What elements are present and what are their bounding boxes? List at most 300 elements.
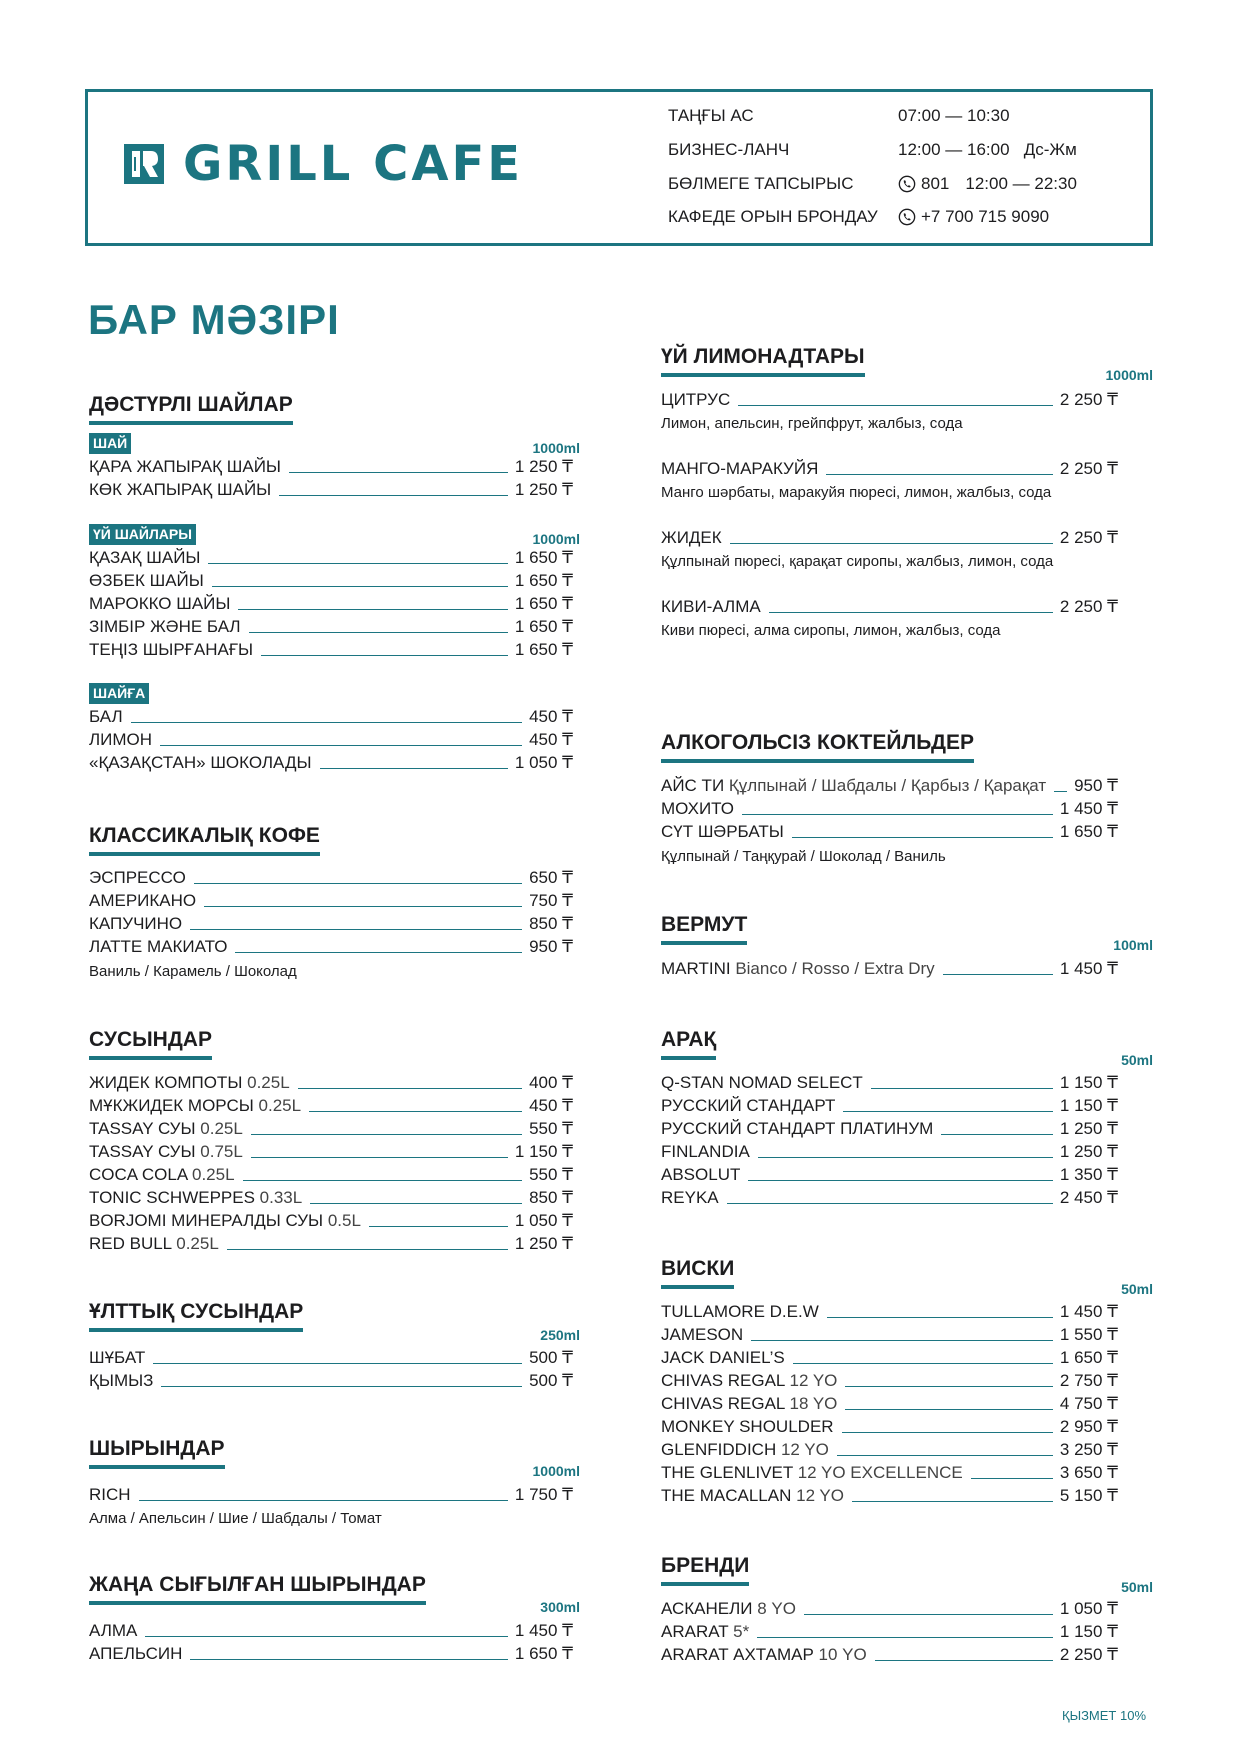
- item-name-text: FINLANDIA: [661, 1142, 750, 1161]
- menu-item: [661, 1486, 1118, 1506]
- leader-line: [792, 837, 1053, 838]
- volume-label: 1000ml: [532, 440, 580, 456]
- item-detail: 0.75L: [200, 1142, 243, 1161]
- section-title: АЛКОГОЛЬСІЗ КОКТЕЙЛЬДЕР: [661, 730, 974, 763]
- leader-line: [845, 1409, 1053, 1410]
- item-detail: 0.25L: [258, 1096, 302, 1115]
- volume-label: 50ml: [1121, 1052, 1153, 1068]
- item-name: [661, 1645, 867, 1665]
- section-title: АРАҚ: [661, 1027, 716, 1060]
- item-name-text: RED BULL: [89, 1234, 172, 1253]
- item-name: [661, 776, 1046, 796]
- item-detail: 0.33L: [259, 1188, 303, 1207]
- item-name: [89, 1096, 301, 1116]
- leader-line: [190, 1659, 507, 1660]
- item-name: [89, 1073, 290, 1093]
- leader-line: [837, 1455, 1053, 1456]
- item-name-text: THE MACALLAN: [661, 1486, 792, 1505]
- leader-line: [971, 1478, 1053, 1479]
- menu-item: [89, 1119, 573, 1139]
- volume-label: 1000ml: [1105, 367, 1153, 383]
- menu-item: [661, 1440, 1118, 1460]
- item-name-text: ABSOLUT: [661, 1165, 741, 1184]
- item-name: [89, 1234, 219, 1254]
- item-detail: 0.25L: [176, 1234, 219, 1253]
- leader-line: [1054, 791, 1067, 792]
- item-price: 450 ₸: [529, 730, 573, 749]
- menu-item: [661, 597, 1118, 617]
- item-name-text: РУССКИЙ СТАНДАРТ ПЛАТИНУМ: [661, 1119, 934, 1138]
- item-price: 950 ₸: [529, 937, 573, 956]
- leader-line: [212, 586, 508, 587]
- leader-line: [190, 929, 522, 930]
- item-name-text: MONKEY SHOULDER: [661, 1417, 834, 1436]
- item-name: [661, 822, 784, 842]
- menu-item: [89, 594, 573, 614]
- leader-line: [145, 1636, 508, 1637]
- leader-line: [309, 1111, 522, 1112]
- item-detail: 12 YO EXCELLENCE: [797, 1463, 963, 1482]
- hours-value: [898, 174, 1077, 194]
- subsection-badge: ШАЙҒА: [89, 683, 149, 704]
- item-price: 2 750 ₸: [1059, 1371, 1118, 1390]
- item-description: Құлпынай пюресі, қарақат сиропы, жалбыз, лимон, сода: [661, 553, 1054, 570]
- item-name-text: ЦИТРУС: [661, 390, 731, 409]
- item-price: 1 550 ₸: [1059, 1325, 1118, 1344]
- leader-line: [160, 745, 522, 746]
- item-price: 850 ₸: [529, 914, 573, 933]
- item-price: 1 250 ₸: [514, 457, 573, 476]
- menu-item: [89, 1096, 573, 1116]
- item-price: 2 250 ₸: [1059, 390, 1118, 409]
- item-detail: 10 YO: [818, 1645, 867, 1664]
- hours-time: 12:00 — 22:30: [965, 174, 1077, 193]
- item-name: [89, 617, 241, 637]
- item-price: 450 ₸: [529, 707, 573, 726]
- item-price: 500 ₸: [529, 1348, 573, 1367]
- item-name-text: GLENFIDDICH: [661, 1440, 777, 1459]
- menu-item: [661, 528, 1118, 548]
- leader-line: [238, 609, 507, 610]
- leader-line: [875, 1660, 1053, 1661]
- item-name-text: TONIC SCHWEPPES: [89, 1188, 255, 1207]
- leader-line: [369, 1226, 508, 1227]
- hours-value: 07:00 — 10:30: [898, 106, 1010, 125]
- leader-line: [758, 1157, 1053, 1158]
- item-name-text: COCA COLA: [89, 1165, 188, 1184]
- section-title: БРЕНДИ: [661, 1553, 749, 1586]
- menu-item: [661, 1348, 1118, 1368]
- item-price: 550 ₸: [529, 1119, 573, 1138]
- phone-number: 801: [921, 174, 950, 193]
- leader-line: [131, 722, 522, 723]
- menu-item: [89, 457, 573, 477]
- item-name-text: JAMESON: [661, 1325, 744, 1344]
- item-detail: 0.25L: [247, 1073, 290, 1092]
- item-price: 1 050 ₸: [1059, 1599, 1118, 1618]
- menu-item: [661, 1096, 1118, 1116]
- item-name: [661, 1394, 837, 1414]
- leader-line: [842, 1432, 1053, 1433]
- item-name: [89, 1165, 235, 1185]
- item-price: 2 250 ₸: [1059, 597, 1118, 616]
- item-name: [89, 891, 196, 911]
- item-name: [89, 457, 281, 477]
- page-title: БАР МӘЗІРІ: [88, 296, 340, 343]
- volume-label: 1000ml: [532, 531, 580, 547]
- item-price: 1 650 ₸: [1059, 1348, 1118, 1367]
- item-price: 850 ₸: [529, 1188, 573, 1207]
- item-price: 2 250 ₸: [1059, 528, 1118, 547]
- item-name-text: АЙС ТИ: [661, 776, 725, 795]
- menu-item: [661, 1622, 1118, 1642]
- hours-row: [668, 106, 1128, 130]
- item-name: [661, 1440, 829, 1460]
- item-name: [89, 1348, 145, 1368]
- item-price: 950 ₸: [1074, 776, 1118, 795]
- item-price: 500 ₸: [529, 1371, 573, 1390]
- item-name: [89, 1485, 131, 1505]
- note: Ваниль / Карамель / Шоколад: [89, 963, 297, 980]
- item-name: [89, 868, 186, 888]
- menu-item: [89, 571, 573, 591]
- section-title: СУСЫНДАР: [89, 1027, 212, 1060]
- item-name-text: ЖИДЕК КОМПОТЫ: [89, 1073, 243, 1092]
- section-title: ВЕРМУТ: [661, 912, 747, 945]
- item-name-text: СҮТ ШӘРБАТЫ: [661, 822, 784, 841]
- leader-line: [827, 1317, 1053, 1318]
- menu-item: [89, 1188, 573, 1208]
- menu-item: [89, 617, 573, 637]
- leader-line: [727, 1203, 1053, 1204]
- service-charge: ҚЫЗМЕТ 10%: [1062, 1708, 1147, 1723]
- phone-icon: [898, 208, 916, 226]
- item-name-text: RICH: [89, 1485, 131, 1504]
- leader-line: [941, 1134, 1053, 1135]
- item-name: [661, 1119, 933, 1139]
- leader-line: [742, 814, 1053, 815]
- section-title: КЛАССИКАЛЫҚ КОФЕ: [89, 823, 320, 856]
- item-price: 3 650 ₸: [1059, 1463, 1118, 1482]
- item-description: Лимон, апельсин, грейпфрут, жалбыз, сода: [661, 415, 963, 432]
- item-name: [661, 1371, 837, 1391]
- note: Құлпынай / Таңқурай / Шоколад / Ваниль: [661, 848, 946, 865]
- item-name: [89, 548, 200, 568]
- item-detail: 5*: [733, 1622, 750, 1641]
- item-name: [661, 1486, 844, 1506]
- item-price: 1 150 ₸: [1059, 1096, 1118, 1115]
- leader-line: [320, 768, 508, 769]
- leader-line: [243, 1180, 523, 1181]
- hours-value: [898, 207, 1049, 227]
- item-name: [661, 1302, 819, 1322]
- item-price: 1 050 ₸: [514, 753, 573, 772]
- item-name: [89, 480, 271, 500]
- hours-label: БИЗНЕС-ЛАНЧ: [668, 140, 790, 159]
- hours-value: 12:00 — 16:00 Дс-Жм: [898, 140, 1077, 159]
- item-name: [89, 1371, 153, 1391]
- item-detail: 18 YO: [789, 1394, 838, 1413]
- item-detail: 12 YO: [796, 1486, 844, 1505]
- item-price: 400 ₸: [529, 1073, 573, 1092]
- item-name-text: ARARAT: [661, 1622, 729, 1641]
- hours-label: БӨЛМЕГЕ ТАПСЫРЫС: [668, 174, 854, 193]
- item-name-text: ТЕҢІЗ ШЫРҒАНАҒЫ: [89, 640, 254, 659]
- menu-item: [661, 776, 1118, 796]
- item-name-text: МҰКЖИДЕК МОРСЫ: [89, 1096, 254, 1115]
- item-name-text: МОХИТО: [661, 799, 735, 818]
- leader-line: [289, 472, 508, 473]
- item-price: 1 650 ₸: [1059, 822, 1118, 841]
- item-name-text: CHIVAS REGAL: [661, 1394, 785, 1413]
- leader-line: [208, 563, 507, 564]
- leader-line: [804, 1614, 1053, 1615]
- item-name-text: ҚАЗАҚ ШАЙЫ: [89, 548, 201, 567]
- item-price: 1 450 ₸: [514, 1621, 573, 1640]
- volume-label: 100ml: [1113, 937, 1153, 953]
- item-name: [661, 1142, 750, 1162]
- menu-item: [89, 1621, 573, 1641]
- item-name: [89, 1621, 137, 1641]
- leader-line: [751, 1340, 1053, 1341]
- item-name: [661, 1463, 963, 1483]
- item-price: 3 250 ₸: [1059, 1440, 1118, 1459]
- section-title: ШЫРЫНДАР: [89, 1436, 225, 1469]
- item-name: [89, 937, 227, 957]
- menu-item: [661, 1599, 1118, 1619]
- menu-item: [89, 640, 573, 660]
- item-name: [89, 707, 123, 727]
- hours-row: [668, 207, 1128, 231]
- menu-item: [661, 959, 1118, 979]
- item-detail: Bianco / Rosso / Extra Dry: [735, 959, 935, 978]
- item-name-text: ШҰБАТ: [89, 1348, 146, 1367]
- volume-label: 1000ml: [532, 1463, 580, 1479]
- item-name-text: КИВИ-АЛМА: [661, 597, 761, 616]
- item-name-text: BORJOMI МИНЕРАЛДЫ СУЫ: [89, 1211, 324, 1230]
- leader-line: [227, 1249, 508, 1250]
- item-name-text: THE GLENLIVET: [661, 1463, 793, 1482]
- item-name: [661, 1073, 863, 1093]
- item-name: [661, 799, 734, 819]
- item-name: [661, 1188, 719, 1208]
- menu-item: [661, 822, 1118, 842]
- menu-item: [89, 1142, 573, 1162]
- subsection-badge: ҮЙ ШАЙЛАРЫ: [89, 524, 196, 545]
- menu-item: [661, 390, 1118, 410]
- item-name: [661, 1348, 785, 1368]
- menu-item: [89, 868, 573, 888]
- item-name: [89, 571, 204, 591]
- menu-item: [661, 799, 1118, 819]
- item-name: [661, 1417, 834, 1437]
- item-name: [89, 1188, 302, 1208]
- menu-item: [89, 1234, 573, 1254]
- menu-item: [89, 707, 573, 727]
- leader-line: [279, 495, 508, 496]
- item-name-text: АПЕЛЬСИН: [89, 1644, 183, 1663]
- note: Алма / Апельсин / Шие / Шабдалы / Томат: [89, 1510, 382, 1527]
- logo-mark-icon: [123, 143, 165, 185]
- item-price: 1 450 ₸: [1059, 799, 1118, 818]
- item-name: [661, 528, 722, 548]
- menu-item: [661, 1073, 1118, 1093]
- item-name-text: МАРОККО ШАЙЫ: [89, 594, 231, 613]
- item-name: [89, 914, 182, 934]
- item-price: 2 250 ₸: [1059, 459, 1118, 478]
- leader-line: [139, 1500, 508, 1501]
- item-price: 1 150 ₸: [1059, 1622, 1118, 1641]
- item-detail: 12 YO: [789, 1371, 838, 1390]
- item-price: 1 650 ₸: [514, 548, 573, 567]
- item-detail: Құлпынай / Шабдалы / Қарбыз / Қарақат: [728, 776, 1047, 795]
- item-name: [89, 1211, 361, 1231]
- item-price: 750 ₸: [529, 891, 573, 910]
- item-name-text: ЛАТТЕ МАКИАТО: [89, 937, 228, 956]
- menu-item: [661, 1188, 1118, 1208]
- leader-line: [298, 1088, 522, 1089]
- item-name-text: ҚЫМЫЗ: [89, 1371, 154, 1390]
- item-name-text: ЗІМБІР ЖӘНЕ БАЛ: [89, 617, 241, 636]
- menu-item: [89, 1165, 573, 1185]
- item-price: 1 150 ₸: [1059, 1073, 1118, 1092]
- item-price: 1 450 ₸: [1059, 959, 1118, 978]
- menu-item: [661, 1645, 1118, 1665]
- leader-line: [204, 906, 522, 907]
- leader-line: [748, 1180, 1053, 1181]
- menu-item: [661, 1394, 1118, 1414]
- item-name-text: АМЕРИКАНО: [89, 891, 197, 910]
- item-price: 1 650 ₸: [514, 594, 573, 613]
- item-name-text: ЛИМОН: [89, 730, 153, 749]
- item-price: 550 ₸: [529, 1165, 573, 1184]
- item-price: 1 350 ₸: [1059, 1165, 1118, 1184]
- item-price: 2 250 ₸: [1059, 1645, 1118, 1664]
- volume-label: 300ml: [540, 1599, 580, 1615]
- item-name: [89, 640, 253, 660]
- leader-line: [730, 543, 1053, 544]
- hours-label: ТАҢҒЫ АС: [668, 106, 754, 125]
- item-name-text: TULLAMORE D.E.W: [661, 1302, 819, 1321]
- hours-row: [668, 174, 1128, 198]
- hours-row: [668, 140, 1128, 164]
- menu-item: [661, 1142, 1118, 1162]
- volume-label: 250ml: [540, 1327, 580, 1343]
- item-name-text: ARARAT АХТАМАР: [661, 1645, 814, 1664]
- leader-line: [310, 1203, 522, 1204]
- item-name-text: ЭСПРЕССО: [89, 868, 186, 887]
- brand-name: GRILL CAFE: [183, 136, 524, 192]
- menu-item: [661, 1119, 1118, 1139]
- leader-line: [769, 612, 1053, 613]
- menu-item: [661, 1417, 1118, 1437]
- item-name: [661, 1325, 743, 1345]
- item-name-text: CHIVAS REGAL: [661, 1371, 785, 1390]
- phone-icon: [898, 175, 916, 193]
- leader-line: [852, 1501, 1053, 1502]
- item-price: 1 150 ₸: [514, 1142, 573, 1161]
- leader-line: [843, 1111, 1053, 1112]
- leader-line: [251, 1134, 522, 1135]
- section-title: ҮЙ ЛИМОНАДТАРЫ: [661, 344, 865, 377]
- item-price: 650 ₸: [529, 868, 573, 887]
- volume-label: 50ml: [1121, 1281, 1153, 1297]
- leader-line: [943, 974, 1053, 975]
- item-name: [89, 753, 312, 773]
- item-name-text: АЛМА: [89, 1621, 138, 1640]
- item-name: [89, 594, 230, 614]
- item-name: [661, 1622, 749, 1642]
- item-name-text: «ҚАЗАҚСТАН» ШОКОЛАДЫ: [89, 753, 312, 772]
- item-name-text: АСКАНЕЛИ: [661, 1599, 753, 1618]
- item-detail: 0.5L: [327, 1211, 361, 1230]
- item-name: [89, 1644, 182, 1664]
- menu-item: [89, 937, 573, 957]
- item-name-text: TASSAY СУЫ: [89, 1119, 196, 1138]
- leader-line: [757, 1637, 1053, 1638]
- leader-line: [161, 1386, 522, 1387]
- item-description: Киви пюресі, алма сиропы, лимон, жалбыз, сода: [661, 622, 1001, 639]
- menu-item: [89, 753, 573, 773]
- leader-line: [249, 632, 508, 633]
- item-detail: 0.25L: [200, 1119, 243, 1138]
- leader-line: [153, 1363, 522, 1364]
- leader-line: [871, 1088, 1053, 1089]
- logo: [123, 136, 524, 192]
- menu-item: [661, 1165, 1118, 1185]
- item-name: [661, 959, 935, 979]
- item-detail: 0.25L: [192, 1165, 235, 1184]
- menu-item: [89, 891, 573, 911]
- item-price: 1 650 ₸: [514, 617, 573, 636]
- leader-line: [235, 952, 522, 953]
- menu-item: [89, 1371, 573, 1391]
- leader-line: [826, 474, 1053, 475]
- item-name-text: РУССКИЙ СТАНДАРТ: [661, 1096, 836, 1115]
- leader-line: [251, 1157, 508, 1158]
- item-name-text: ҚАРА ЖАПЫРАҚ ШАЙЫ: [89, 457, 281, 476]
- item-name-text: JACK DANIEL’S: [661, 1348, 785, 1367]
- item-price: 1 250 ₸: [1059, 1142, 1118, 1161]
- item-price: 1 250 ₸: [514, 1234, 573, 1253]
- item-name-text: КӨК ЖАПЫРАҚ ШАЙЫ: [89, 480, 272, 499]
- leader-line: [261, 655, 508, 656]
- item-price: 450 ₸: [529, 1096, 573, 1115]
- leader-line: [194, 883, 522, 884]
- leader-line: [793, 1363, 1053, 1364]
- section-title: ДӘСТҮРЛІ ШАЙЛАР: [89, 392, 293, 425]
- item-name-text: MARTINI: [661, 959, 731, 978]
- menu-item: [89, 1644, 573, 1664]
- item-name-text: ЖИДЕК: [661, 528, 722, 547]
- item-name-text: ӨЗБЕК ШАЙЫ: [89, 571, 204, 590]
- hours-label: КАФЕДЕ ОРЫН БРОНДАУ: [668, 207, 878, 226]
- item-price: 1 250 ₸: [514, 480, 573, 499]
- menu-item: [89, 730, 573, 750]
- item-price: 4 750 ₸: [1059, 1394, 1118, 1413]
- item-price: 2 450 ₸: [1059, 1188, 1118, 1207]
- item-name: [89, 730, 152, 750]
- menu-item: [89, 914, 573, 934]
- item-name-text: Q-STAN NOMAD SELECT: [661, 1073, 863, 1092]
- item-name-text: БАЛ: [89, 707, 123, 726]
- section-title: ЖАҢА СЫҒЫЛҒАН ШЫРЫНДАР: [89, 1572, 426, 1605]
- section-title: ҰЛТТЫҚ СУСЫНДАР: [89, 1299, 303, 1332]
- item-name: [661, 1165, 740, 1185]
- menu-item: [661, 1302, 1118, 1322]
- item-price: 1 450 ₸: [1059, 1302, 1118, 1321]
- item-price: 1 650 ₸: [514, 1644, 573, 1663]
